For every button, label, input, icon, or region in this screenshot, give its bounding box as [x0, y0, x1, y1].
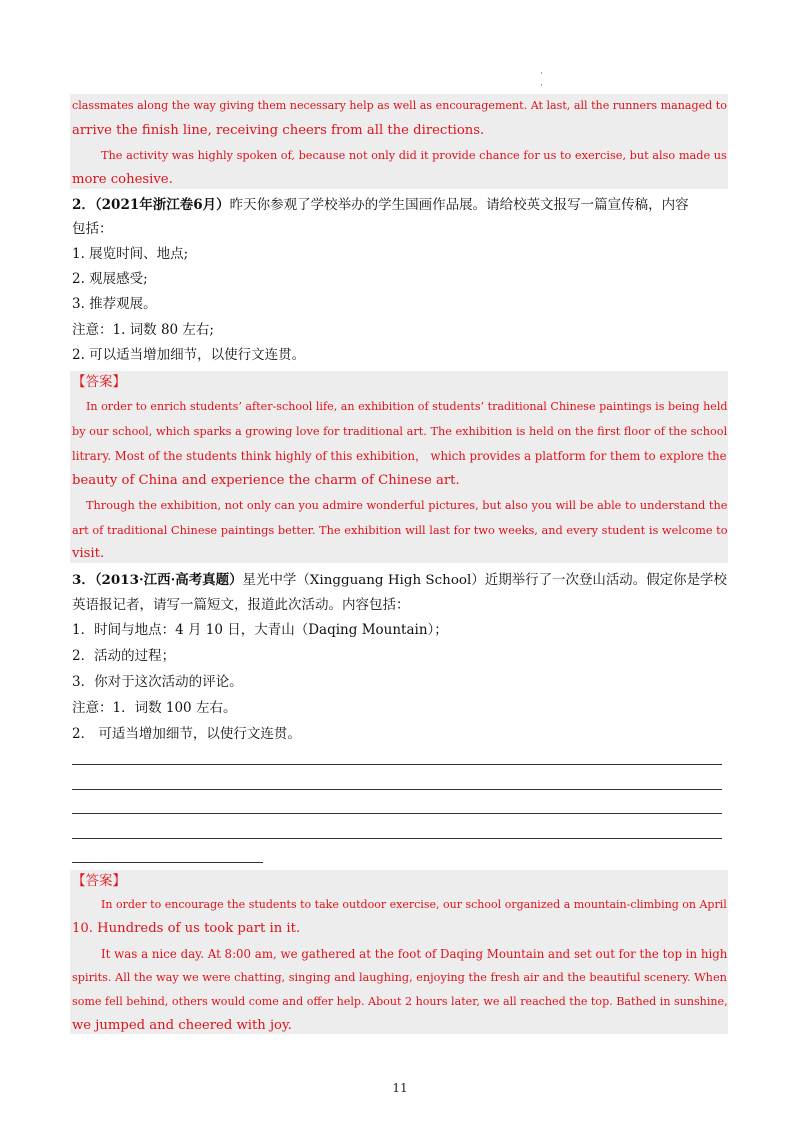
question2-prompt-text: 昨天你参观了学校举办的学生国画作品展。请给校英文报写一篇宣传稿，内容: [229, 197, 689, 213]
question2-prompt-cont: 包括：: [72, 221, 113, 237]
answer2-line: In order to enrich students’ after-school life, an exhibition of students’ traditional Chinese paintings is being held: [86, 400, 728, 413]
question2-note: 2. 可以适当增加细节，以使行文连贯。: [72, 347, 306, 363]
answer3-line: spirits. All the way we were chatting, singing and laughing, enjoying the fresh air and the beautiful scenery. When: [72, 971, 727, 984]
answer2-line: visit.: [72, 546, 105, 561]
question3-answer-label: 【答案】: [72, 873, 126, 889]
question2-item: 2. 观展感受;: [72, 271, 148, 287]
page-number: 11: [392, 1081, 408, 1095]
question3-prompt-cont: 英语报记者，请写一篇短文，报道此次活动。内容包括：: [72, 597, 410, 613]
question3-prompt: [72, 571, 727, 590]
writing-line: [72, 838, 722, 839]
question2-answer-label: 【答案】: [72, 374, 126, 390]
question3-note: 注意：1．词数 100 左右。: [72, 700, 237, 716]
answer1-line: arrive the finish line, receiving cheers from all the directions.: [72, 123, 485, 138]
question3-item: 2．活动的过程；: [72, 648, 176, 664]
question2-item: 3. 推荐观展。: [72, 296, 157, 312]
question2-item: 1. 展览时间、地点;: [72, 246, 189, 262]
writing-line: [72, 813, 722, 814]
writing-line: [72, 862, 263, 863]
answer3-line: 10. Hundreds of us took part in it.: [72, 921, 301, 936]
answer1-line: The activity was highly spoken of, because not only did it provide chance for us to exercise, but also made us: [101, 149, 727, 162]
answer2-line: Through the exhibition, not only can you admire wonderful pictures, but also you will be able to understand the: [86, 499, 728, 512]
question2-source: （2021年浙江卷6月）: [94, 197, 230, 213]
question2-prompt: [72, 196, 689, 214]
question3-number: 3．: [72, 572, 95, 588]
writing-line: [72, 789, 722, 790]
answer3-line: we jumped and cheered with joy.: [72, 1018, 292, 1033]
question3-prompt-text: 星光中学（Xingguang High School）近期举行了一次登山活动。假定你是学校: [242, 573, 727, 588]
question2-note: 注意：1. 词数 80 左右;: [72, 322, 214, 338]
corner-dots: · ·: [540, 69, 543, 91]
answer1-line: more cohesive.: [72, 172, 173, 187]
answer2-line: art of traditional Chinese paintings better. The exhibition will last for two weeks, and every student is welcome to: [72, 523, 728, 537]
answer2-line: by our school, which sparks a growing love for traditional art. The exhibition is held on the first floor of the school: [72, 425, 728, 438]
question3-item: 3．你对于这次活动的评论。: [72, 674, 243, 690]
answer2-line: beauty of China and experience the charm of Chinese art.: [72, 473, 460, 488]
answer3-line: It was a nice day. At 8:00 am, we gathered at the foot of Daqing Mountain and set out for the top in high: [101, 947, 728, 961]
question3-item: 1．时间与地点：4 月 10 日，大青山（Daqing Mountain）；: [72, 622, 448, 638]
answer3-line: In order to encourage the students to take outdoor exercise, our school organized a mountain-climbing on April: [101, 898, 727, 911]
answer3-line: some fell behind, others would come and offer help. About 2 hours later, we all reached the top. Bathed in sunshine,: [72, 995, 728, 1008]
question3-note: 2． 可适当增加细节，以使行文连贯。: [72, 726, 301, 742]
answer2-line: litrary. Most of the students think highly of this exhibition， which provides a platform for them to explore the: [72, 449, 727, 463]
answer1-line: classmates along the way giving them necessary help as well as encouragement. At last, all the runners managed to: [72, 99, 727, 112]
question3-source: （2013·江西·高考真题）: [94, 572, 243, 588]
question2-number: 2．: [72, 197, 95, 213]
writing-line: [72, 764, 722, 765]
